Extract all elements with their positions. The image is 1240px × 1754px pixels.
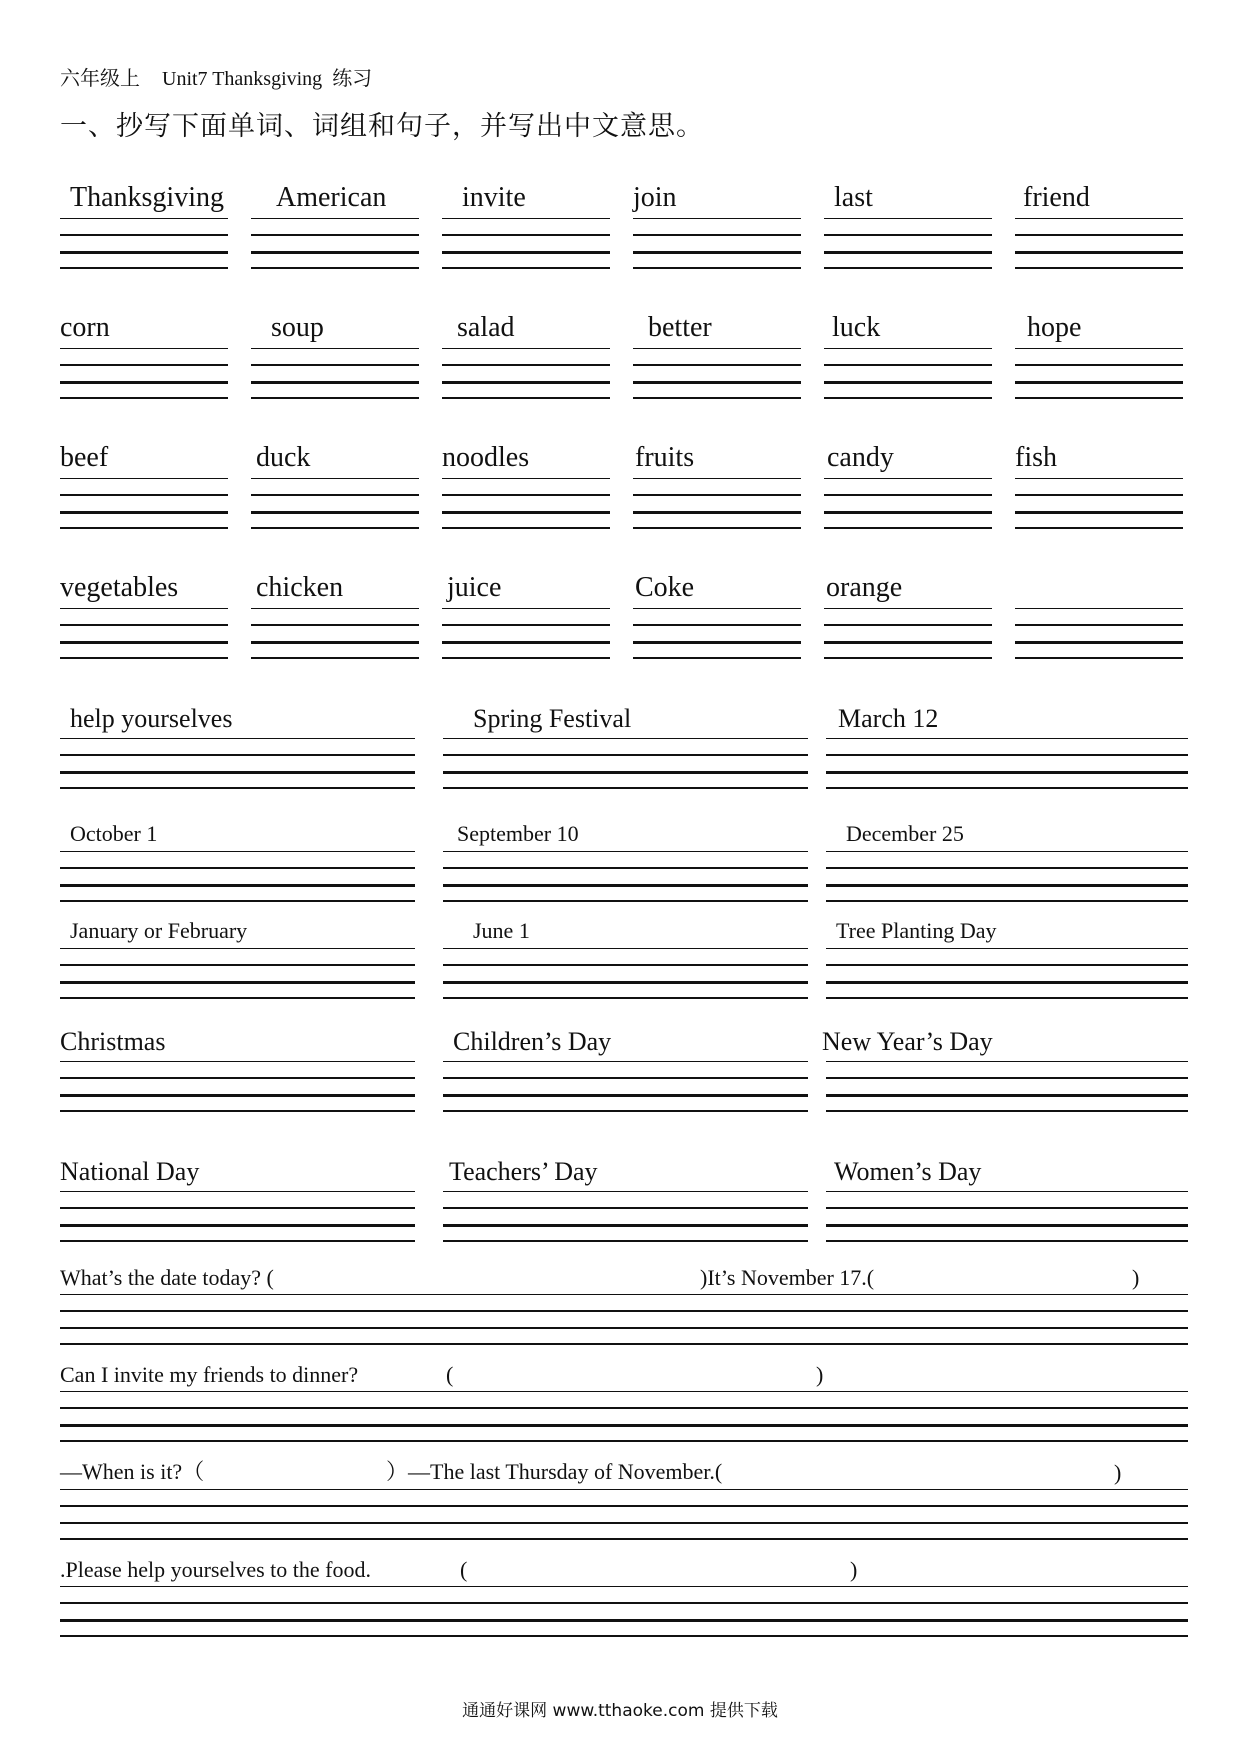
word-label: American bbox=[276, 182, 387, 213]
word-label: fruits bbox=[635, 442, 695, 473]
word-label: Coke bbox=[635, 572, 695, 603]
word-label: hope bbox=[1027, 312, 1082, 343]
phrase-label: help yourselves bbox=[70, 704, 233, 733]
kind-label: 练习 bbox=[332, 68, 373, 90]
sentence-1-close: ) bbox=[1132, 1265, 1140, 1290]
phrase-label: Christmas bbox=[60, 1027, 166, 1056]
phrase-label: June 1 bbox=[473, 918, 530, 943]
word-label: Thanksgiving bbox=[70, 182, 224, 213]
phrase-label: National Day bbox=[60, 1157, 200, 1186]
sentence-4-open: ( bbox=[460, 1557, 468, 1582]
sentence-4-close: ) bbox=[850, 1557, 858, 1582]
grade-label: 六年级上 bbox=[60, 68, 140, 90]
word-label: soup bbox=[271, 312, 324, 343]
word-label: join bbox=[633, 182, 677, 213]
sentence-4-question: .Please help yourselves to the food. bbox=[60, 1557, 371, 1582]
worksheet-header bbox=[60, 62, 372, 91]
phrase-label: Teachers’ Day bbox=[449, 1157, 598, 1186]
word-label: better bbox=[648, 312, 712, 343]
word-label: noodles bbox=[442, 442, 530, 473]
word-label: orange bbox=[826, 572, 903, 603]
phrase-label: March 12 bbox=[838, 704, 939, 733]
word-label: fish bbox=[1015, 442, 1057, 473]
word-label: luck bbox=[832, 312, 881, 343]
unit-label: Unit7 Thanksgiving bbox=[162, 68, 323, 90]
word-label: invite bbox=[462, 182, 526, 213]
phrase-label: September 10 bbox=[457, 821, 579, 846]
phrase-label: Tree Planting Day bbox=[836, 918, 997, 943]
word-label: vegetables bbox=[60, 572, 179, 603]
phrase-label: December 25 bbox=[846, 821, 964, 846]
phrase-label: October 1 bbox=[70, 821, 158, 846]
word-label: friend bbox=[1023, 182, 1090, 213]
word-label: chicken bbox=[256, 572, 344, 603]
word-label: candy bbox=[827, 442, 894, 473]
phrase-label: New Year’s Day bbox=[822, 1027, 993, 1056]
instruction-text: 一、抄写下面单词、词组和句子，并写出中文意思。 bbox=[60, 111, 704, 141]
sentence-3-close: ) bbox=[1114, 1460, 1122, 1485]
word-label: last bbox=[834, 182, 873, 213]
phrase-label: Women’s Day bbox=[834, 1157, 982, 1186]
sentence-3-answer: ）—The last Thursday of November.( bbox=[386, 1459, 723, 1484]
phrase-label: Children’s Day bbox=[453, 1027, 612, 1056]
word-label: juice bbox=[447, 572, 502, 603]
sentence-2-open: ( bbox=[446, 1362, 454, 1387]
sentence-1-answer: )It’s November 17.( bbox=[700, 1265, 875, 1290]
word-label: corn bbox=[60, 312, 110, 343]
sentence-1-question: What’s the date today? ( bbox=[60, 1265, 274, 1290]
word-label: salad bbox=[457, 312, 515, 343]
phrase-label: Spring Festival bbox=[473, 704, 632, 733]
word-label: duck bbox=[256, 442, 311, 473]
word-label: beef bbox=[60, 442, 109, 473]
sentence-2-close: ) bbox=[816, 1362, 824, 1387]
sentence-3-question: —When is it?（ bbox=[60, 1459, 205, 1484]
footer-credit: 通通好课网 www.tthaoke.com 提供下载 bbox=[462, 1701, 778, 1721]
phrase-label: January or February bbox=[70, 918, 248, 943]
sentence-2-question: Can I invite my friends to dinner? bbox=[60, 1362, 359, 1387]
